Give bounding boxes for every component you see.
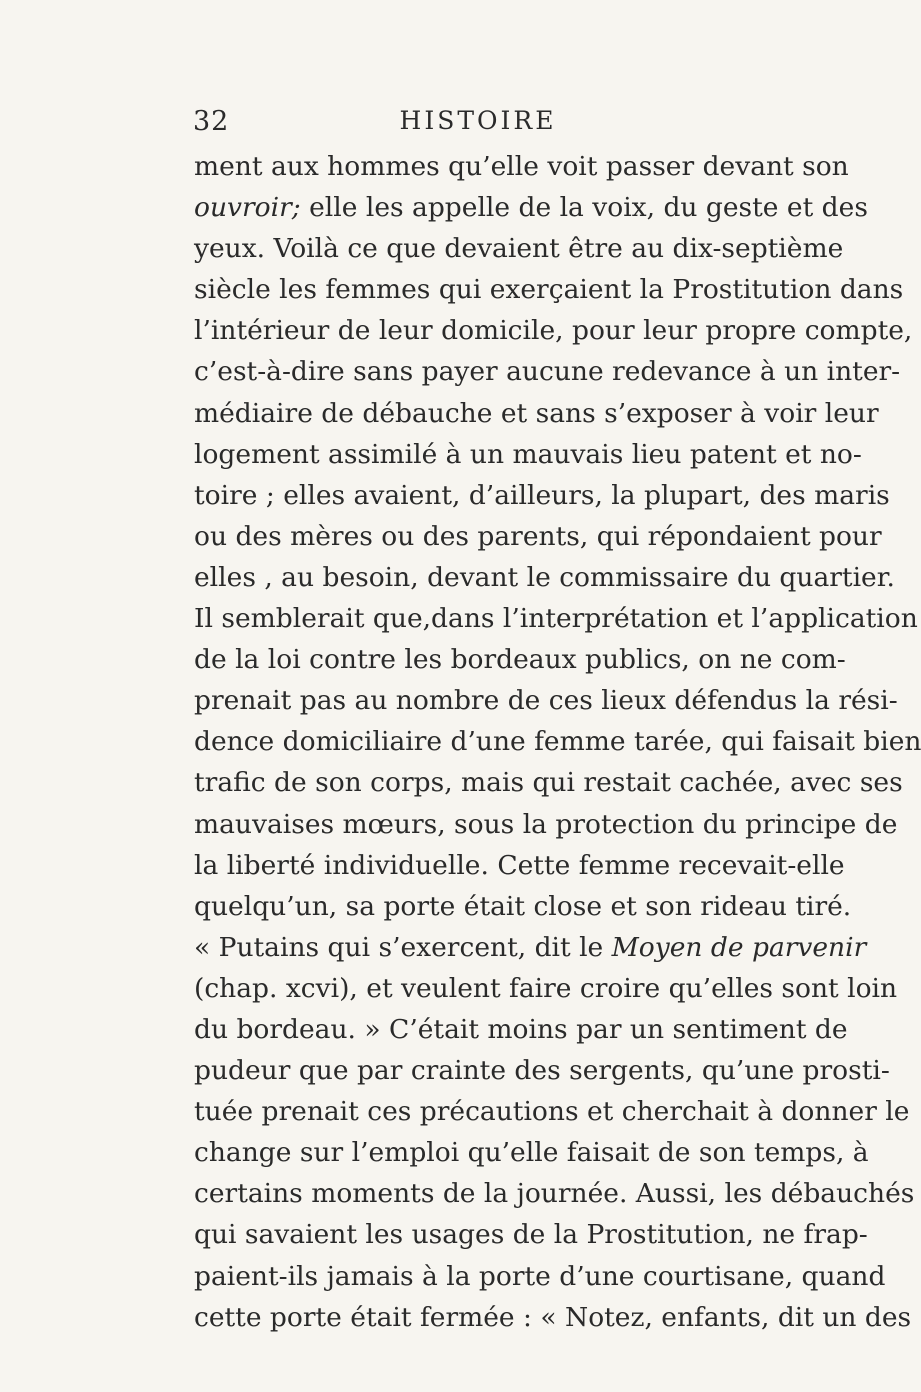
- text-line: [194, 598, 918, 639]
- text-span: ment aux hommes qu’elle voit passer devant son: [194, 151, 849, 182]
- text-line: [194, 1173, 915, 1214]
- text-span: logement assimilé à un mauvais lieu patent et no-: [194, 438, 862, 470]
- text-line: [194, 228, 844, 269]
- text-span: la liberté individuelle. Cette femme recevait-elle: [194, 849, 845, 881]
- text-span: quelqu’un, sa porte était close et son rideau tiré.: [194, 890, 852, 922]
- text-line: [194, 146, 849, 187]
- text-span: certains moments de la journée. Aussi, les débauchés: [194, 1178, 915, 1210]
- text-span: trafic de son corps, mais qui restait cachée, avec ses: [194, 767, 903, 799]
- text-line: [194, 1214, 868, 1255]
- text-span: pudeur que par crainte des sergents, qu’une prosti-: [194, 1055, 890, 1087]
- text-line: [194, 269, 904, 310]
- text-span: du bordeau. » C’était moins par un sentiment de: [194, 1013, 848, 1045]
- text-span: ou des mères ou des parents, qui répondaient pour: [194, 520, 882, 552]
- text-line: [194, 680, 898, 721]
- text-span: paient-ils jamais à la porte d’une courtisane, quand: [194, 1260, 886, 1292]
- text-line: [194, 1009, 848, 1050]
- text-line: [194, 639, 846, 680]
- body-text: [194, 146, 921, 1338]
- text-line: [194, 1297, 912, 1338]
- text-line: [194, 804, 898, 845]
- text-span: elle les appelle de la voix, du geste et des: [300, 192, 868, 224]
- text-line: [194, 721, 921, 762]
- text-span: prenait pas au nombre de ces lieux défendus la rési-: [194, 685, 898, 717]
- running-title: HISTOIRE: [399, 106, 557, 135]
- text-line: [194, 393, 879, 434]
- text-line: [194, 927, 867, 968]
- text-line: [194, 557, 895, 598]
- text-line: [194, 187, 868, 228]
- text-span: mauvaises mœurs, sous la protection du principe de: [194, 808, 898, 840]
- text-span: siècle les femmes qui exerçaient la Prostitution dans: [194, 274, 904, 306]
- text-span: yeux. Voilà ce que devaient être au dix-septième: [194, 233, 844, 265]
- text-line: [194, 516, 882, 557]
- text-span: change sur l’emploi qu’elle faisait de son temps, à: [194, 1137, 869, 1169]
- text-line: [194, 351, 901, 392]
- text-span: l’intérieur de leur domicile, pour leur propre compte,: [194, 315, 913, 347]
- text-line: [194, 310, 913, 351]
- text-span: dence domiciliaire d’une femme tarée, qui faisait bien: [194, 726, 921, 758]
- text-span: Il semblerait que,dans l’interprétation et l’application: [194, 603, 918, 635]
- text-span: toire ; elles avaient, d’ailleurs, la plupart, des maris: [194, 479, 890, 511]
- text-line: [194, 475, 890, 516]
- text-span: tuée prenait ces précautions et cherchait à donner le: [194, 1096, 910, 1128]
- text-line: [194, 845, 845, 886]
- text-line: [194, 1050, 890, 1091]
- text-span: (chap. xcvi), et veulent faire croire qu’elles sont loin: [194, 972, 898, 1004]
- page-number: 32: [193, 106, 230, 137]
- italic-title: ouvroir;: [194, 192, 301, 224]
- text-line: [194, 968, 898, 1009]
- text-span: médiaire de débauche et sans s’exposer à voir leur: [194, 397, 879, 429]
- text-span: cette porte était fermée : « Notez, enfants, dit un des: [194, 1301, 912, 1333]
- running-head: [193, 106, 763, 142]
- text-line: [194, 434, 862, 475]
- text-span: c’est-à-dire sans payer aucune redevance à un inter-: [194, 356, 901, 388]
- text-line: [194, 1091, 910, 1132]
- italic-title: Moyen de parvenir: [611, 931, 867, 963]
- text-span: qui savaient les usages de la Prostitution, ne frap-: [194, 1219, 868, 1251]
- text-span: elles , au besoin, devant le commissaire du quartier.: [194, 561, 895, 593]
- text-line: [194, 762, 903, 803]
- text-line: [194, 1132, 869, 1173]
- text-line: [194, 1256, 886, 1297]
- text-span: « Putains qui s’exercent, dit le: [194, 931, 612, 963]
- text-line: [194, 886, 852, 927]
- text-span: de la loi contre les bordeaux publics, on ne com-: [194, 644, 846, 676]
